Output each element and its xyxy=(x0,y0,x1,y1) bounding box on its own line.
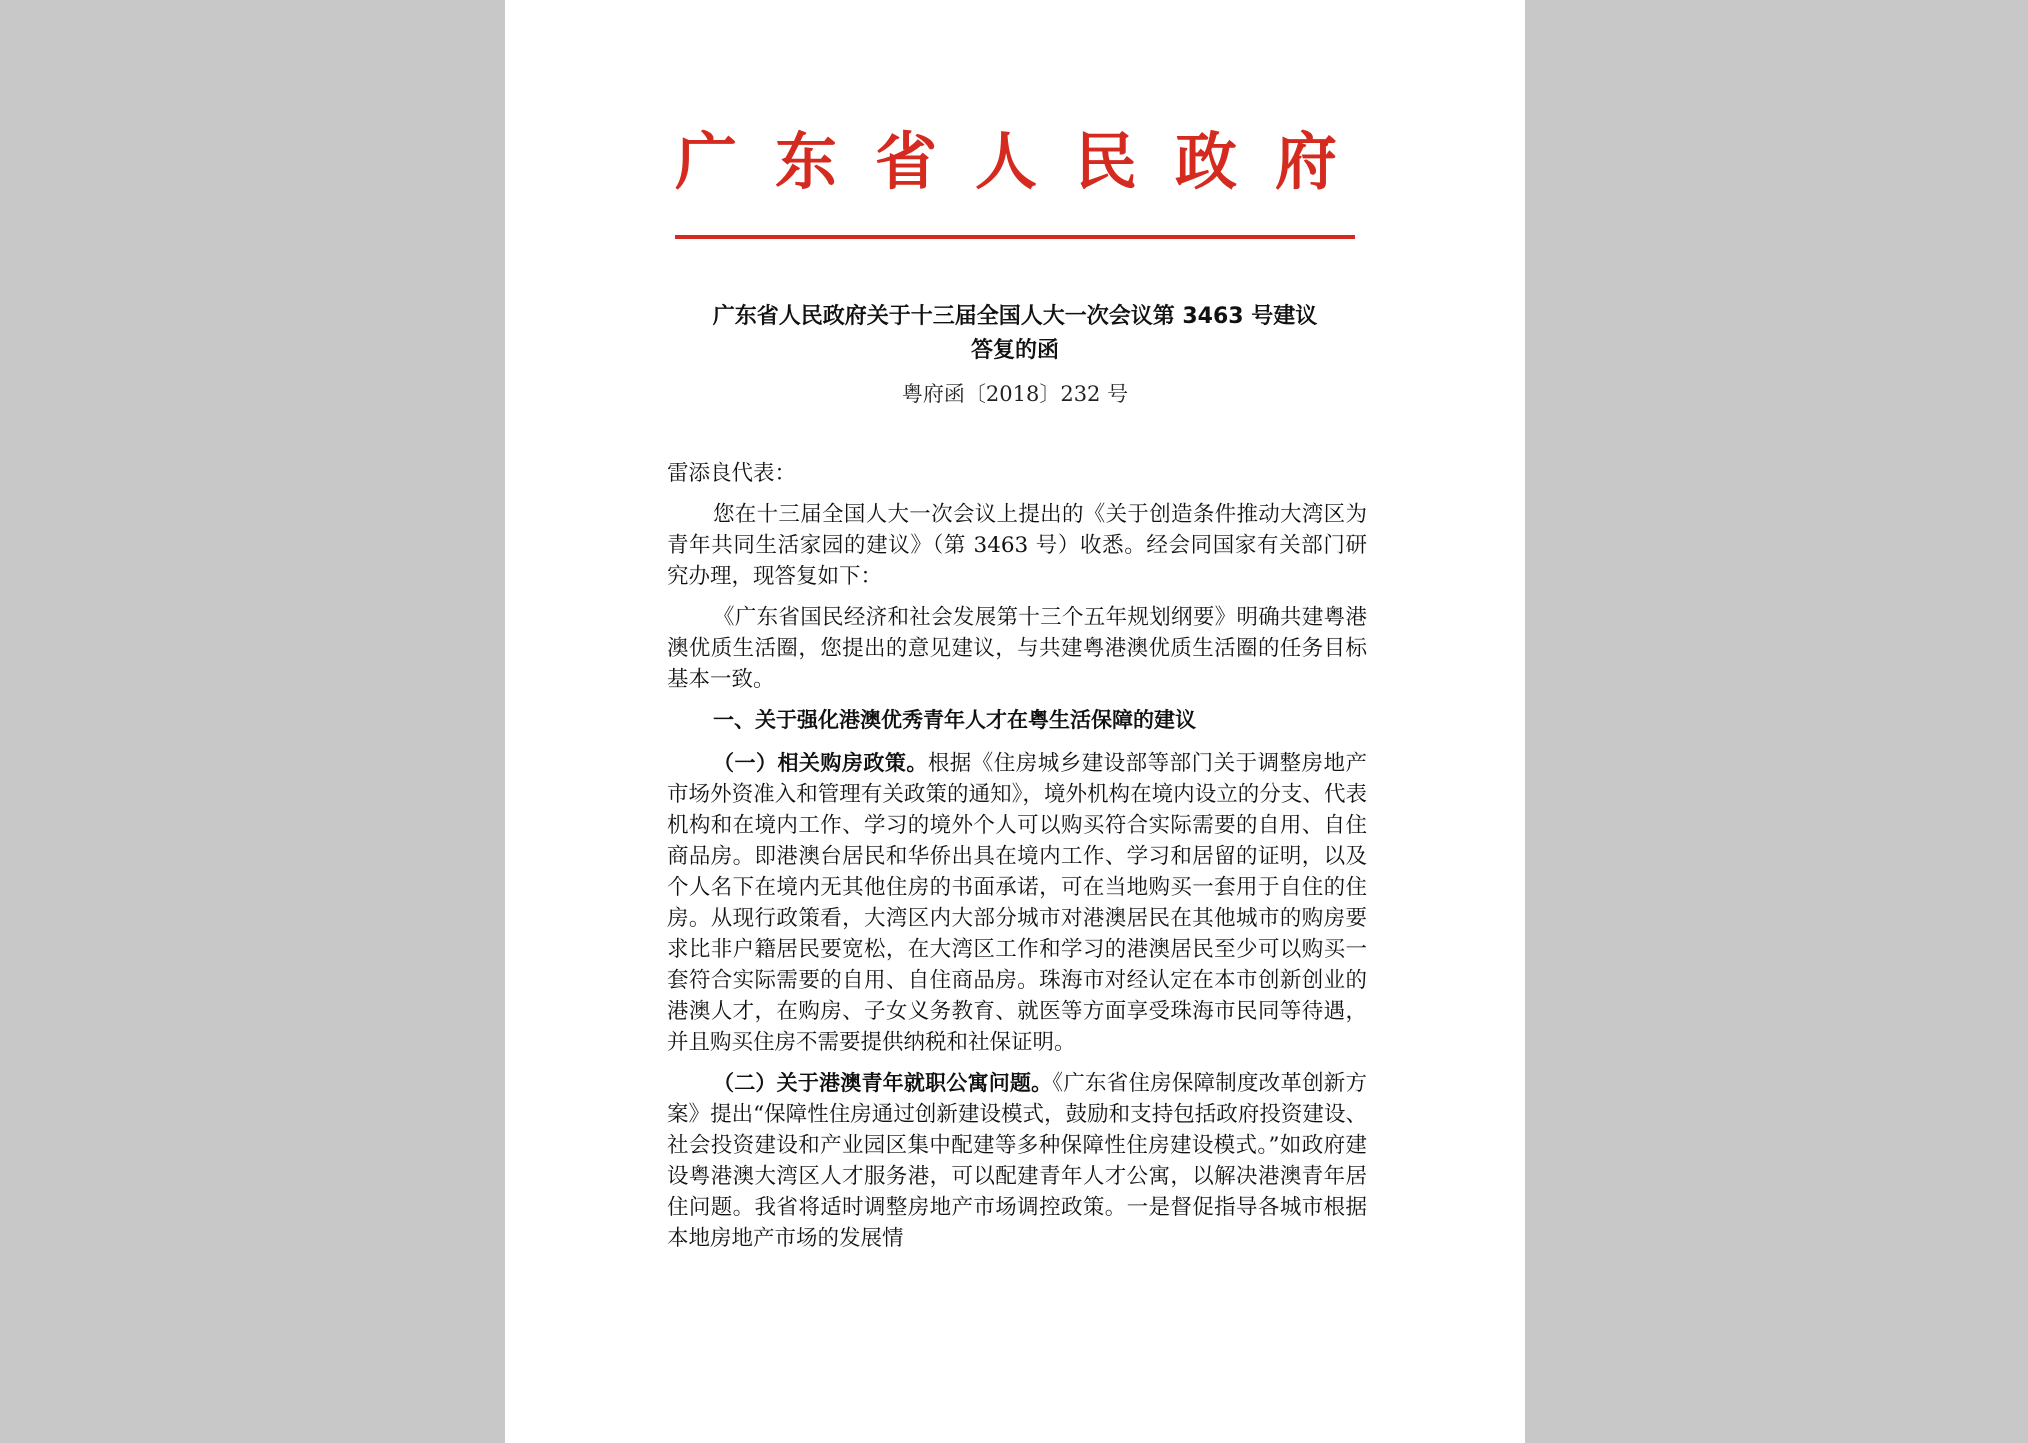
masthead-red-rule xyxy=(675,235,1355,239)
document-number: 粤府函〔2018〕232 号 xyxy=(901,382,1129,406)
document-page xyxy=(505,0,1525,1443)
subsection-1-lead: （一）相关购房政策。 xyxy=(713,751,928,775)
subsection-1 xyxy=(667,748,1367,1058)
document-title-line-2: 答复的函 xyxy=(970,338,1059,363)
paragraph-2: 《广东省国民经济和社会发展第十三个五年规划纲要》明确共建粤港澳优质生活圈，您提出的意见建议，与共建粤港澳优质生活圈的任务目标基本一致。 xyxy=(667,605,1367,692)
subsection-1-text: 根据《住房城乡建设部等部门关于调整房地产市场外资准入和管理有关政策的通知》，境外机构在境内设立的分支、代表机构和在境内工作、学习的境外个人可以购买符合实际需要的自用、自住商品房。即港澳台居民和华侨出具在境内工作、学习和居留的证明，以及个人名下在境内无其他住房的书面承诺，可在当地购买一套用于自住的住房。从现行政策看，大湾区内大部分城市对港澳居民在其他城市的购房要求比非户籍居民要宽松，在大湾区工作和学习的港澳居民至少可以购买一套符合实际需要的自用、自住商品房。珠海市对经认定在本市创新创业的港澳人才，在购房、子女义务教育、就医等方面享受珠海市民同等待遇，并且购买住房不需要提供纳税和社保证明。 xyxy=(667,751,1367,1055)
document-title xyxy=(655,300,1375,368)
masthead-title: 广东省人民政府 xyxy=(674,125,1375,198)
subsection-2-text: 《广东省住房保障制度改革创新方案》提出“保障性住房通过创新建设模式，鼓励和支持包括政府投资建设、社会投资建设和产业园区集中配建等多种保障性住房建设模式。”如政府建设粤港澳大湾区人才服务港，可以配建青年人才公寓，以解决港澳青年居住问题。我省将适时调整房地产市场调控政策。一是督促指导各城市根据本地房地产市场的发展情 xyxy=(667,1071,1367,1251)
section-heading: 一、关于强化港澳优秀青年人才在粤生活保障的建议 xyxy=(713,708,1196,732)
document-body xyxy=(667,458,1367,1264)
paragraph-1: 您在十三届全国人大一次会议上提出的《关于创造条件推动大湾区为青年共同生活家园的建议》（第 3463 号）收悉。经会同国家有关部门研究办理，现答复如下： xyxy=(667,502,1367,589)
subsection-2 xyxy=(667,1068,1367,1254)
salutation: 雷添良代表： xyxy=(667,461,797,486)
subsection-2-lead: （二）关于港澳青年就职公寓问题。 xyxy=(713,1071,1053,1095)
document-title-line-1: 广东省人民政府关于十三届全国人大一次会议第 3463 号建议 xyxy=(712,304,1318,329)
